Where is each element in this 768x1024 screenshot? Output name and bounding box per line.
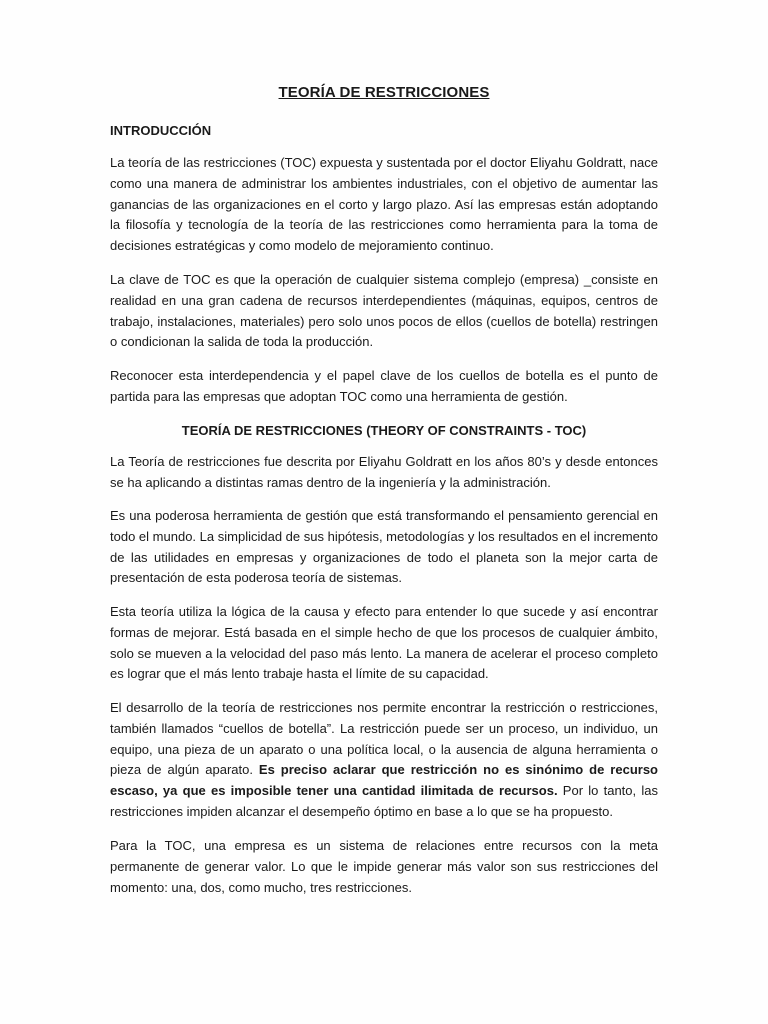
paragraph-intro-1: La teoría de las restricciones (TOC) expuesta y sustentada por el doctor Eliyahu Goldratt, nace como una manera de administrar los ambientes industriales, con el objetivo de aumentar las ganancias de las organizaciones en el corto y largo plazo. Así las empresas están adoptando la filosofía y tecnología de la teoría de las restricciones como herramienta para la toma de decisiones estratégicas y como modelo de mejoramiento continuo. xyxy=(110,155,658,254)
paragraph-intro-3: Reconocer esta interdependencia y el papel clave de los cuellos de botella es el punto de partida para las empresas que adoptan TOC como una herramienta de gestión. xyxy=(110,368,658,404)
restriction-text-bold: Es preciso aclarar que restricción no es sinónimo de recurso escaso, ya que es imposible tener una cantidad ilimitada de recursos. xyxy=(110,762,658,799)
paragraph-intro-2: La clave de TOC es que la operación de cualquier sistema complejo (empresa) _consiste en realidad en una gran cadena de recursos interdependientes (máquinas, equipos, centros de trabajo, instalaciones, materiales) pero solo unos pocos de ellos (cuellos de botella) restringen o condicionan la salida de toda la producción. xyxy=(110,272,658,350)
paragraph-final: Para la TOC, una empresa es un sistema de relaciones entre recursos con la meta permanente de generar valor. Lo que le impide generar más valor son sus restricciones del momento: una, dos, como mucho, tres restricciones. xyxy=(110,838,658,895)
restriction-text-after: Por lo tanto, las restricciones impiden alcanzar el desempeño óptimo en base a lo que se ha propuesto. xyxy=(110,783,658,819)
paragraph-restriction xyxy=(110,698,658,823)
restriction-text-before: El desarrollo de la teoría de restricciones nos permite encontrar la restricción o restricciones, también llamados “cuellos de botella”. La restricción puede ser un proceso, un individuo, un equipo, una pieza de un aparato o una política local, o la ausencia de alguna herramienta o pieza de algún aparato. xyxy=(110,700,658,778)
intro-heading: INTRODUCCIÓN xyxy=(110,123,212,138)
section-heading: TEORÍA DE RESTRICCIONES (THEORY OF CONSTRAINTS - TOC) xyxy=(181,423,587,438)
paragraph-section-1: La Teoría de restricciones fue descrita por Eliyahu Goldratt en los años 80’s y desde entonces se ha aplicando a distintas ramas dentro de la ingeniería y la administración. xyxy=(110,454,658,490)
document-title: TEORÍA DE RESTRICCIONES xyxy=(278,84,490,101)
paragraph-section-3: Esta teoría utiliza la lógica de la causa y efecto para entender lo que sucede y así encontrar formas de mejorar. Está basada en el simple hecho de que los procesos de cualquier ámbito, solo se mueven a la velocidad del paso más lento. La manera de acelerar el proceso completo es lograr que el más lento trabaje hasta el límite de su capacidad. xyxy=(110,604,658,682)
paragraph-section-2: Es una poderosa herramienta de gestión que está transformando el pensamiento gerencial en todo el mundo. La simplicidad de sus hipótesis, metodologías y los resultados en el incremento de las utilidades en empresas y organizaciones de todo el planeta son la mejor carta de presentación de esta poderosa teoría de sistemas. xyxy=(110,508,658,586)
